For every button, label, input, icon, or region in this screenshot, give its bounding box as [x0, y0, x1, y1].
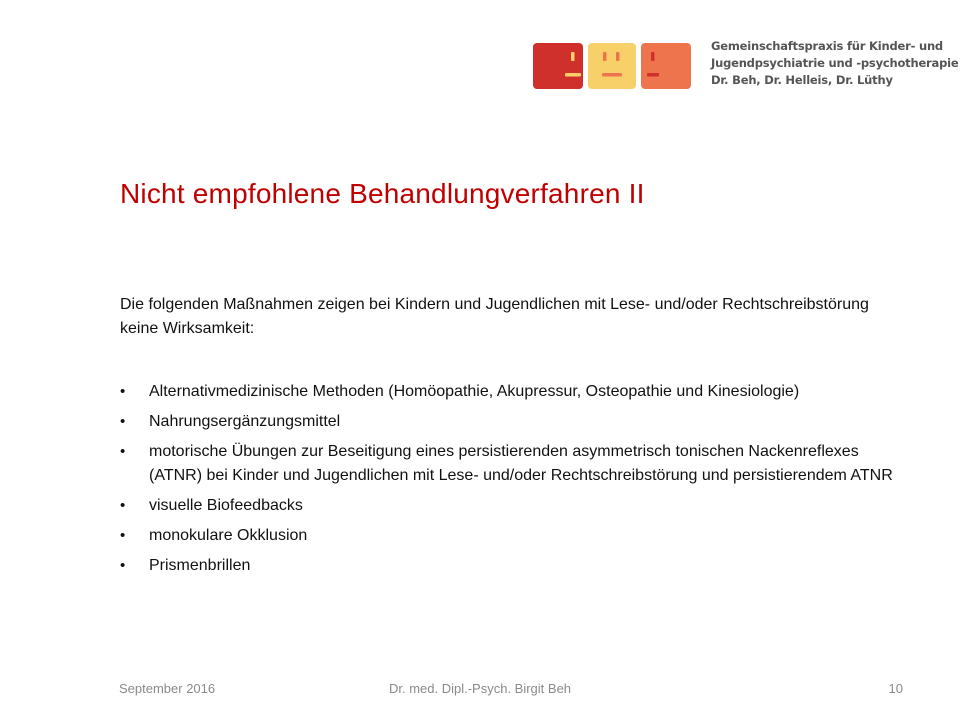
bullet-text: Alternativmedizinische Methoden (Homöopathie, Akupressur, Osteopathie und Kinesiologie) [149, 383, 800, 400]
bullet-text: Prismenbrillen [149, 557, 251, 574]
practice-name-line: Dr. Beh, Dr. Helleis, Dr. Lüthy [711, 73, 893, 87]
bullet-item [120, 380, 900, 404]
intro-paragraph: Die folgenden Maßnahmen zeigen bei Kindern und Jugendlichen mit Lese- und/oder Rechtschreibstörung keine Wirksamkeit: [120, 296, 869, 337]
page-number: 10 [888, 681, 903, 696]
logo-orange-block [641, 43, 691, 89]
bullet-item [120, 554, 900, 578]
logo-yellow-block [588, 43, 636, 89]
bullet-item [120, 440, 900, 488]
bullet-text: visuelle Biofeedbacks [149, 497, 303, 514]
bullet-item [120, 524, 900, 548]
footer-author: Dr. med. Dipl.-Psych. Birgit Beh [388, 681, 572, 696]
footer-date: September 2016 [119, 681, 216, 696]
logo-red-block [533, 43, 583, 89]
bullet-icon: • [120, 383, 126, 400]
bullet-item [120, 494, 900, 518]
bullet-icon: • [120, 497, 126, 514]
bullet-text: Nahrungsergänzungsmittel [149, 413, 341, 430]
bullet-icon: • [120, 413, 126, 430]
bullet-icon: • [120, 443, 126, 460]
bullet-text: motorische Übungen zur Beseitigung eines persistierenden asymmetrisch tonischen Nackenreflexes (ATNR) bei Kinder und Jugendlichen mit Lese- und/oder Rechtschreibstörung und persistierendem ATNR [149, 443, 893, 484]
bullet-icon: • [120, 527, 126, 544]
bullet-item [120, 410, 900, 434]
practice-name [711, 38, 959, 89]
practice-logo [533, 42, 693, 90]
bullet-list [120, 380, 900, 584]
bullet-text: monokulare Okklusion [149, 527, 308, 544]
bullet-icon: • [120, 557, 126, 574]
slide-title: Nicht empfohlene Behandlungverfahren II [120, 178, 645, 209]
practice-name-line: Jugendpsychiatrie und -psychotherapie [711, 56, 959, 70]
practice-name-line: Gemeinschaftspraxis für Kinder- und [711, 39, 943, 53]
